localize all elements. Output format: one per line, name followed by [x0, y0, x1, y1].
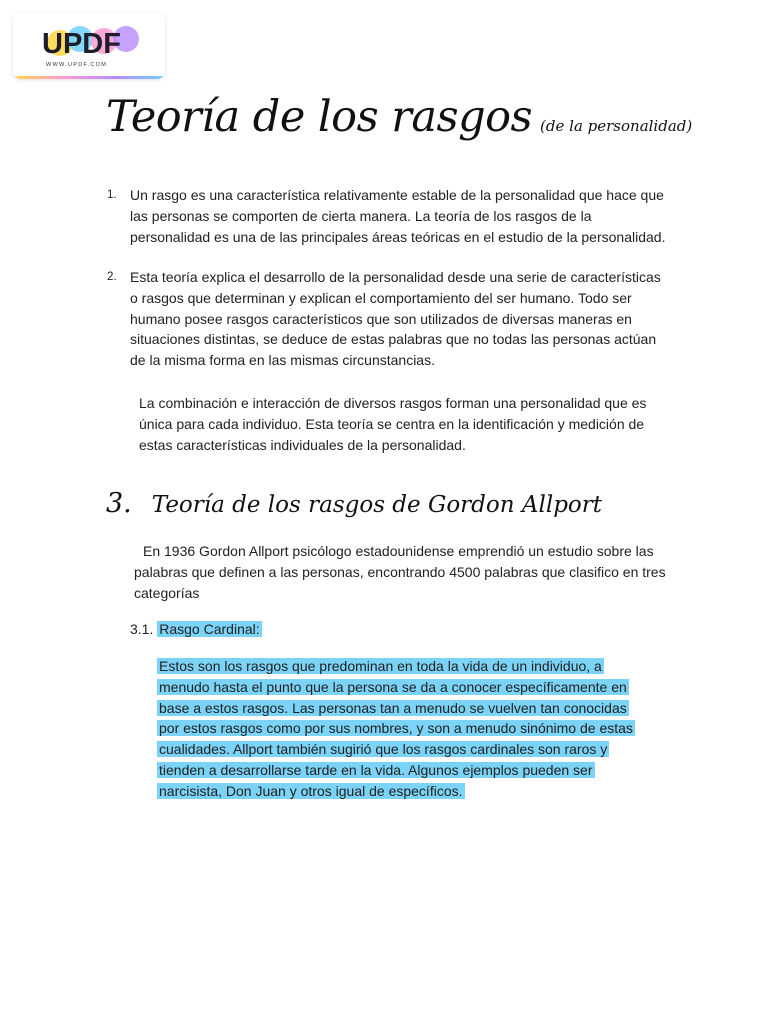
list-item-1-text: Un rasgo es una característica relativamente estable de la personalidad que hace que las personas se comporten de cierta manera. La teoría de los rasgos de la personalidad es una de las principales áreas teóricas en el estudio de la personalidad.	[130, 187, 666, 245]
subsection-heading	[130, 619, 430, 640]
page-title	[106, 92, 692, 142]
highlighted-body-text: Estos son los rasgos que predominan en toda la vida de un individuo, a menudo hasta el punto que la persona se da a conocer específicamente en base a estos rasgos. Las personas tan a menudo se vuelven tan conocidas por estos rasgos como por sus nombres, y son a menudo sinónimo de estas cualidades. Allport también sugirió que los rasgos cardinales son raros y tienden a desarrollarse tarde en la vida. Algunos ejemplos pueden ser narcisista, Don Juan y otros igual de específicos.	[159, 658, 633, 799]
title-main: Teoría de los rasgos	[106, 92, 533, 142]
section-3-title: Teoría de los rasgos de Gordon Allport	[151, 492, 602, 518]
logo-brand-text: UPDF	[42, 28, 121, 60]
combination-paragraph: La combinación e interacción de diversos rasgos forman una personalidad que es única para cada individuo. Esta teoría se centra en la identificación y medición de estas características individuales de la personalidad.	[139, 395, 647, 453]
logo-url-text: WWW.UPDF.COM	[46, 62, 108, 68]
title-sub: (de la personalidad)	[540, 117, 693, 135]
list-marker-2: 2.	[107, 271, 117, 283]
logo-underline	[13, 76, 165, 79]
list-marker-1: 1.	[107, 189, 117, 201]
updf-logo-card	[13, 13, 165, 79]
subsection-body	[157, 656, 649, 802]
subsection-title: Rasgo Cardinal:	[159, 621, 260, 637]
subsection-number: 3.1.	[130, 621, 154, 637]
list-item-2-text: Esta teoría explica el desarrollo de la personalidad desde una serie de características o rasgos que determinan y explican el comportamiento del ser humano. Todo ser humano posee rasgos característicos que son utilizados de diversas maneras en situaciones distintas, se deduce de estas palabras que no todas las personas actúan de la misma forma en las mismas circunstancias.	[130, 269, 661, 369]
section-3-number: 3.	[106, 488, 132, 519]
section-3-intro: En 1936 Gordon Allport psicólogo estadounidense emprendió un estudio sobre las palabras que definen a las personas, encontrando 4500 palabras que clasifico en tres categorías	[134, 543, 666, 601]
section-3-heading	[106, 488, 602, 519]
updf-logo	[38, 21, 148, 69]
